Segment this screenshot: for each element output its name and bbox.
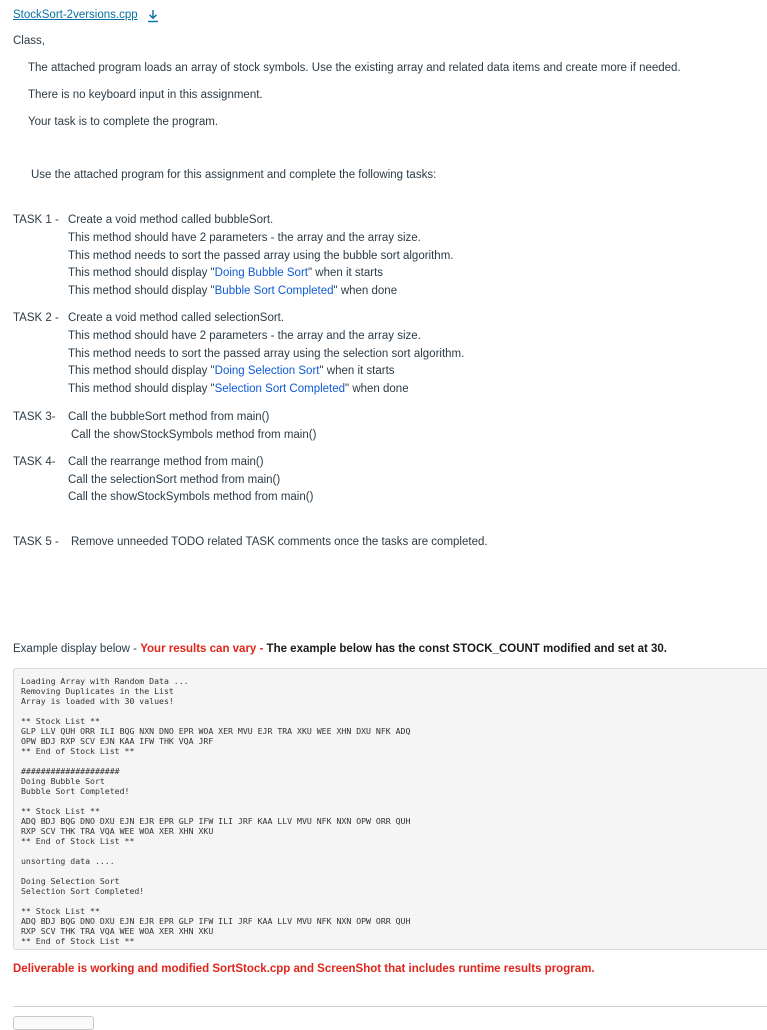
output-line: ** Stock List **: [21, 716, 100, 726]
output-line: unsorting data ....: [21, 856, 115, 866]
output-line: RXP SCV THK TRA VQA WEE WOA XER XHN XKU: [21, 926, 214, 936]
output-line: GLP LLV QUH ORR ILI BQG NXN DNO EPR WOA XER MVU EJR TRA XKU WEE XHN DXU NFK ADQ: [21, 726, 411, 736]
divider: [13, 1006, 767, 1007]
bottom-button-stub[interactable]: [13, 1016, 94, 1030]
vary-note: Your results can vary -: [140, 643, 267, 655]
task-4-label: TASK 4-: [13, 456, 56, 468]
task-1-line-1: Create a void method called bubbleSort.: [68, 214, 274, 226]
task-1-line-4: This method should display "Doing Bubble Sort" when it starts: [68, 267, 384, 279]
output-line: Doing Selection Sort: [21, 876, 120, 886]
example-heading: Example display below - Your results can vary - The example below has the const STOCK_COUNT modified and set at 30.: [13, 643, 668, 655]
output-line: Loading Array with Random Data ...: [21, 676, 189, 686]
task-2-line-1: Create a void method called selectionSort.: [68, 312, 285, 324]
task-2-line-4: This method should display "Doing Selection Sort" when it starts: [68, 365, 395, 377]
output-line: Doing Bubble Sort: [21, 776, 105, 786]
task-4-line-1: Call the rearrange method from main(): [68, 456, 264, 468]
task-2-line-5: This method should display "Selection Sort Completed" when done: [68, 383, 409, 395]
intro-paragraph-3: Your task is to complete the program.: [28, 116, 219, 128]
output-line: ** End of Stock List **: [21, 836, 135, 846]
download-icon[interactable]: [146, 9, 160, 23]
highlight-text: Selection Sort Completed: [214, 383, 346, 395]
highlight-text: Doing Selection Sort: [214, 365, 320, 377]
output-line: RXP SCV THK TRA VQA WEE WOA XER XHN XKU: [21, 826, 214, 836]
output-line: ####################: [21, 766, 120, 776]
output-line: ** End of Stock List **: [21, 746, 135, 756]
task-5-line-1: Remove unneeded TODO related TASK comments once the tasks are completed.: [71, 536, 488, 548]
task-5-label: TASK 5 -: [13, 536, 59, 548]
sample-output-box: [13, 668, 767, 950]
greeting: Class,: [13, 35, 45, 47]
intro-paragraph-2: There is no keyboard input in this assignment.: [28, 89, 263, 101]
task-2-line-3: This method needs to sort the passed array using the selection sort algorithm.: [68, 348, 465, 360]
output-line: Removing Duplicates in the List: [21, 686, 174, 696]
output-line: ** Stock List **: [21, 906, 100, 916]
task-2-line-2: This method should have 2 parameters - the array and the array size.: [68, 330, 421, 342]
intro-paragraph-4: Use the attached program for this assignment and complete the following tasks:: [31, 169, 437, 181]
task-1-line-3: This method needs to sort the passed array using the bubble sort algorithm.: [68, 250, 454, 262]
output-line: ** Stock List **: [21, 806, 100, 816]
task-4-line-3: Call the showStockSymbols method from main(): [68, 491, 314, 503]
output-line: ADQ BDJ BQG DNO DXU EJN EJR EPR GLP IFW ILI JRF KAA LLV MVU NFK NXN OPW ORR QUH: [21, 916, 411, 926]
task-3-line-1: Call the bubbleSort method from main(): [68, 411, 270, 423]
task-1-line-5: This method should display "Bubble Sort Completed" when done: [68, 285, 398, 297]
task-1-line-2: This method should have 2 parameters - the array and the array size.: [68, 232, 421, 244]
highlight-text: Doing Bubble Sort: [214, 267, 308, 279]
output-line: OPW BDJ RXP SCV EJN KAA IFW THK VQA JRF: [21, 736, 214, 746]
task-2-label: TASK 2 -: [13, 312, 59, 324]
output-line: Bubble Sort Completed!: [21, 786, 130, 796]
output-line: Selection Sort Completed!: [21, 886, 145, 896]
intro-paragraph-1: The attached program loads an array of stock symbols. Use the existing array and related data items and create more if needed.: [28, 62, 681, 74]
output-line: Array is loaded with 30 values!: [21, 696, 174, 706]
attachment-link[interactable]: StockSort-2versions.cpp: [13, 9, 138, 21]
task-4-line-2: Call the selectionSort method from main(): [68, 474, 281, 486]
task-3-label: TASK 3-: [13, 411, 56, 423]
output-line: ADQ BDJ BQG DNO DXU EJN EJR EPR GLP IFW ILI JRF KAA LLV MVU NFK NXN OPW ORR QUH: [21, 816, 411, 826]
deliverable-note: Deliverable is working and modified SortStock.cpp and ScreenShot that includes runtime results program.: [13, 963, 595, 975]
task-3-line-2: Call the showStockSymbols method from main(): [71, 429, 317, 441]
highlight-text: Bubble Sort Completed: [214, 285, 334, 297]
task-1-label: TASK 1 -: [13, 214, 59, 226]
output-line: ** End of Stock List **: [21, 936, 135, 946]
